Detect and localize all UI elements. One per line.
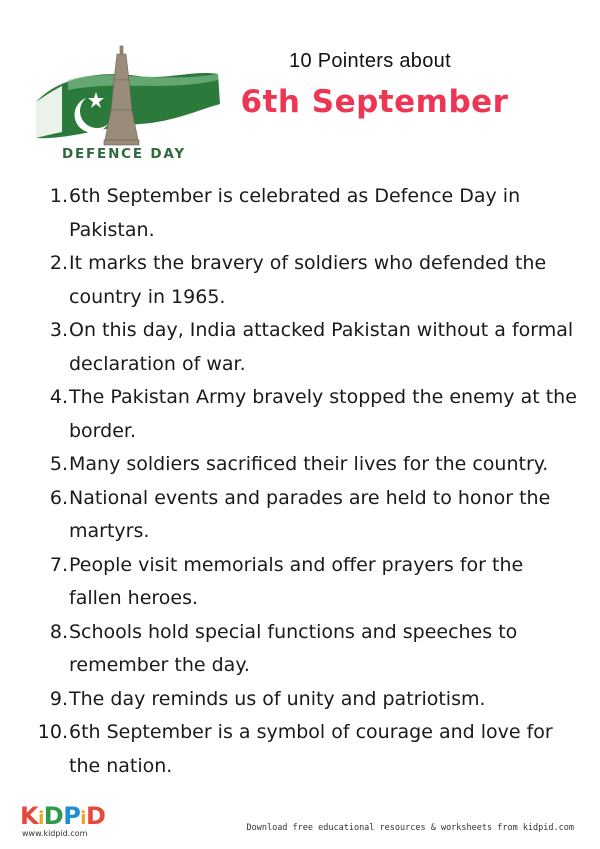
item-text: Many soldiers sacrificed their lives for the country. [69,453,549,475]
footer-note: Download free educational resources & worksheets from kidpid.com [246,823,574,833]
kidpid-logo[interactable] [20,803,120,843]
item-number: 6. [49,486,68,509]
item-text: People visit memorials and offer prayers for the fallen heroes. [69,553,524,609]
list-item [40,549,580,616]
list-item [40,314,580,381]
list-item [40,482,580,549]
item-text: On this day, India attacked Pakistan without a formal declaration of war. [69,319,574,375]
logo-letter: D [85,802,106,830]
logo-url[interactable]: www.kidpid.com [22,829,88,838]
subtitle: 10 Pointers about [289,50,451,72]
item-number: 7. [49,553,68,576]
list-item [40,247,580,314]
logo-letter: K [20,802,39,830]
page-title: 6th September [240,84,509,120]
defence-day-badge: DEFENCE DAY [62,146,186,162]
list-item [40,180,580,247]
item-text: The Pakistan Army bravely stopped the enemy at the border. [69,386,577,442]
item-text: 6th September is celebrated as Defence Day in Pakistan. [69,185,521,241]
item-number: 3. [49,319,68,341]
item-number: 2. [49,252,68,274]
list-item [40,616,580,683]
pointer-list [37,180,580,783]
list-item [37,716,580,783]
item-text: 6th September is a symbol of courage and love for the nation. [69,721,553,777]
item-number: 5. [49,453,68,475]
item-number: 10. [37,721,68,743]
flag-white-stripe [36,86,62,138]
logo-letter: i [80,808,86,829]
list-item [40,448,580,482]
item-number: 8. [49,620,68,643]
item-number: 1. [49,185,68,207]
logo-letter: P [63,802,81,830]
kidpid-wordmark [20,803,105,832]
item-text: National events and parades are held to honor the martyrs. [69,486,551,542]
logo-letter: D [43,802,64,830]
list-item [40,381,580,448]
item-number: 9. [49,687,68,710]
list-item [40,683,580,717]
item-text: The day reminds us of unity and patriotism. [69,687,486,710]
item-text: Schools hold special functions and speeches to remember the day. [69,620,518,676]
item-number: 4. [49,386,68,408]
logo-letter: i [38,808,44,829]
item-text: It marks the bravery of soldiers who defended the country in 1965. [69,252,547,308]
